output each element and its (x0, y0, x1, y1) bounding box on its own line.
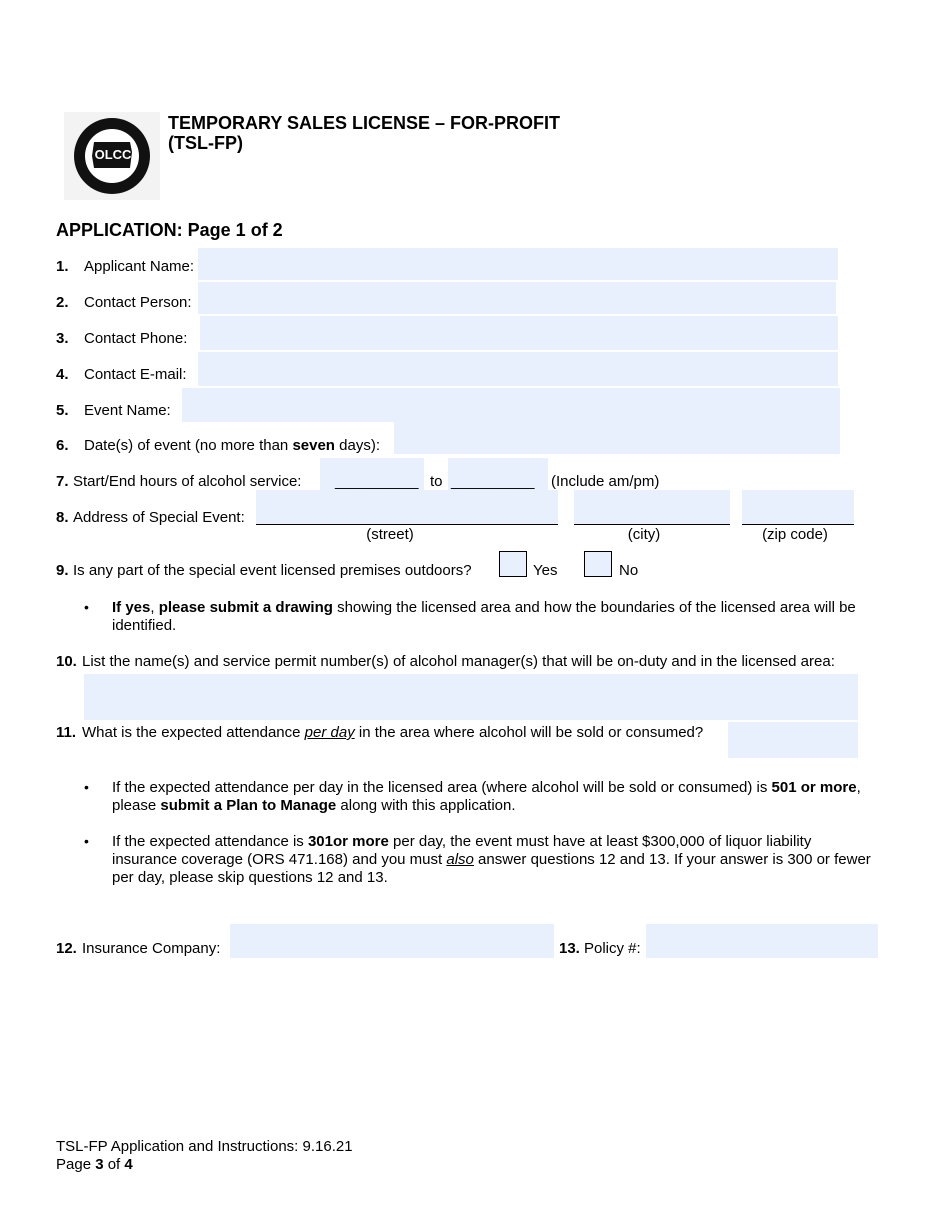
logo-text: OLCC (94, 147, 132, 162)
footer-page-total: 4 (124, 1156, 133, 1173)
city-input[interactable] (574, 490, 730, 524)
q11-label-em: per day (304, 724, 355, 741)
form-subtitle: (TSL-FP) (168, 133, 243, 153)
q7-label: Start/End hours of alcohol service: (73, 473, 302, 490)
q9-bullet-comma: , (150, 599, 159, 616)
policy-number-input[interactable] (646, 924, 878, 958)
form-title: TEMPORARY SALES LICENSE – FOR-PROFIT (168, 113, 561, 133)
q9-bullet-rest: showing the licensed area and how the boundaries of the licensed area will be identified. (112, 599, 856, 634)
q6-label (84, 437, 380, 455)
city-caption: (city) (627, 526, 661, 543)
start-hour-blank: __________ (335, 473, 419, 490)
event-name-input[interactable] (182, 388, 840, 422)
q8-label: Address of Special Event: (73, 509, 245, 526)
b1-pre: If the expected attendance per day in the licensed area (where alcohol will be sold or consumed) is (112, 779, 772, 796)
q7-note: (Include am/pm) (551, 473, 660, 490)
q12-number: 12. (56, 940, 77, 957)
q9-bullet-bold1: If yes (112, 599, 151, 616)
alcohol-managers-input[interactable] (84, 674, 858, 720)
footer-revision: TSL-FP Application and Instructions: 9.16.21 (56, 1138, 353, 1155)
q3-label: Contact Phone: (84, 330, 188, 347)
q6-label-pre: Date(s) of event (no more than (84, 437, 293, 454)
insurance-company-input[interactable] (230, 924, 554, 958)
outdoors-no-checkbox[interactable] (584, 551, 612, 577)
q4-number: 4. (56, 366, 69, 383)
b1-mid: , please (112, 779, 861, 814)
q3-number: 3. (56, 330, 69, 347)
q10-label: List the name(s) and service permit number(s) of alcohol manager(s) that will be on-duty and in the licensed area: (82, 653, 835, 670)
q9-bullet-bold2: please submit a drawing (158, 599, 333, 616)
q2-number: 2. (56, 294, 69, 311)
contact-phone-input[interactable] (200, 316, 838, 350)
q11-bullet1-dot: • (84, 779, 89, 795)
b1-post: along with this application. (336, 797, 516, 814)
applicant-name-input[interactable] (198, 248, 838, 280)
q2-label: Contact Person: (84, 294, 192, 311)
q10-number: 10. (56, 653, 77, 670)
street-input[interactable] (256, 490, 558, 524)
end-hour-blank: __________ (451, 473, 535, 490)
b2-pre: If the expected attendance is (112, 833, 308, 850)
city-underline (574, 524, 730, 525)
q6-label-post: days): (334, 437, 380, 454)
outdoors-no-label: No (619, 562, 639, 579)
q1-number: 1. (56, 258, 69, 275)
b1-bold2: submit a Plan to Manage (160, 797, 337, 814)
b2-post: answer questions 12 and 13. If your answer is 300 or fewer per day, please skip questions 12 and 13. (112, 851, 871, 886)
footer-page-num: 3 (95, 1156, 104, 1173)
q11-bullet2-text (112, 833, 872, 887)
q11-label-post: in the area where alcohol will be sold or consumed? (354, 724, 704, 741)
q6-number: 6. (56, 437, 69, 454)
footer-page (56, 1156, 133, 1174)
q9-label: Is any part of the special event licensed premises outdoors? (73, 562, 472, 579)
section-title: APPLICATION: Page 1 of 2 (56, 220, 283, 240)
olcc-logo (64, 112, 160, 200)
zip-caption: (zip code) (762, 526, 828, 543)
zip-input[interactable] (742, 490, 854, 524)
q8-number: 8. (56, 509, 69, 526)
q5-label: Event Name: (84, 402, 171, 419)
q11-bullet2-dot: • (84, 833, 89, 849)
event-dates-input[interactable] (394, 422, 840, 454)
footer-page-pre: Page (56, 1156, 96, 1173)
q9-bullet-dot: • (84, 599, 89, 615)
q13-number: 13. (559, 940, 580, 957)
outdoors-yes-label: Yes (533, 562, 558, 579)
b2-em: also (446, 851, 474, 868)
q11-bullet1-text (112, 779, 896, 815)
q4-label: Contact E-mail: (84, 366, 187, 383)
b1-bold: 501 or more (771, 779, 857, 796)
b2-mid: per day, the event must have at least $300,000 of liquor liability insurance coverage (ORS 471.168) and you must (112, 833, 812, 868)
q11-label-pre: What is the expected attendance (82, 724, 305, 741)
q6-label-bold: seven (292, 437, 335, 454)
contact-email-input[interactable] (198, 352, 838, 386)
zip-underline (742, 524, 854, 525)
q12-label: Insurance Company: (82, 940, 221, 957)
expected-attendance-input[interactable] (728, 722, 858, 758)
q9-number: 9. (56, 562, 69, 579)
q11-number: 11. (56, 724, 77, 741)
street-caption: (street) (366, 526, 414, 543)
q1-label: Applicant Name: (84, 258, 195, 275)
q5-number: 5. (56, 402, 69, 419)
footer-page-of: of (103, 1156, 125, 1173)
q11-label (82, 724, 703, 742)
q13-label: Policy #: (584, 940, 641, 957)
q9-bullet-text (112, 599, 892, 635)
street-underline (256, 524, 558, 525)
q7-number: 7. (56, 473, 69, 490)
contact-person-input[interactable] (198, 282, 836, 314)
b2-bold: 301or more (307, 833, 389, 850)
outdoors-yes-checkbox[interactable] (499, 551, 527, 577)
q7-to-label: to (430, 473, 443, 490)
